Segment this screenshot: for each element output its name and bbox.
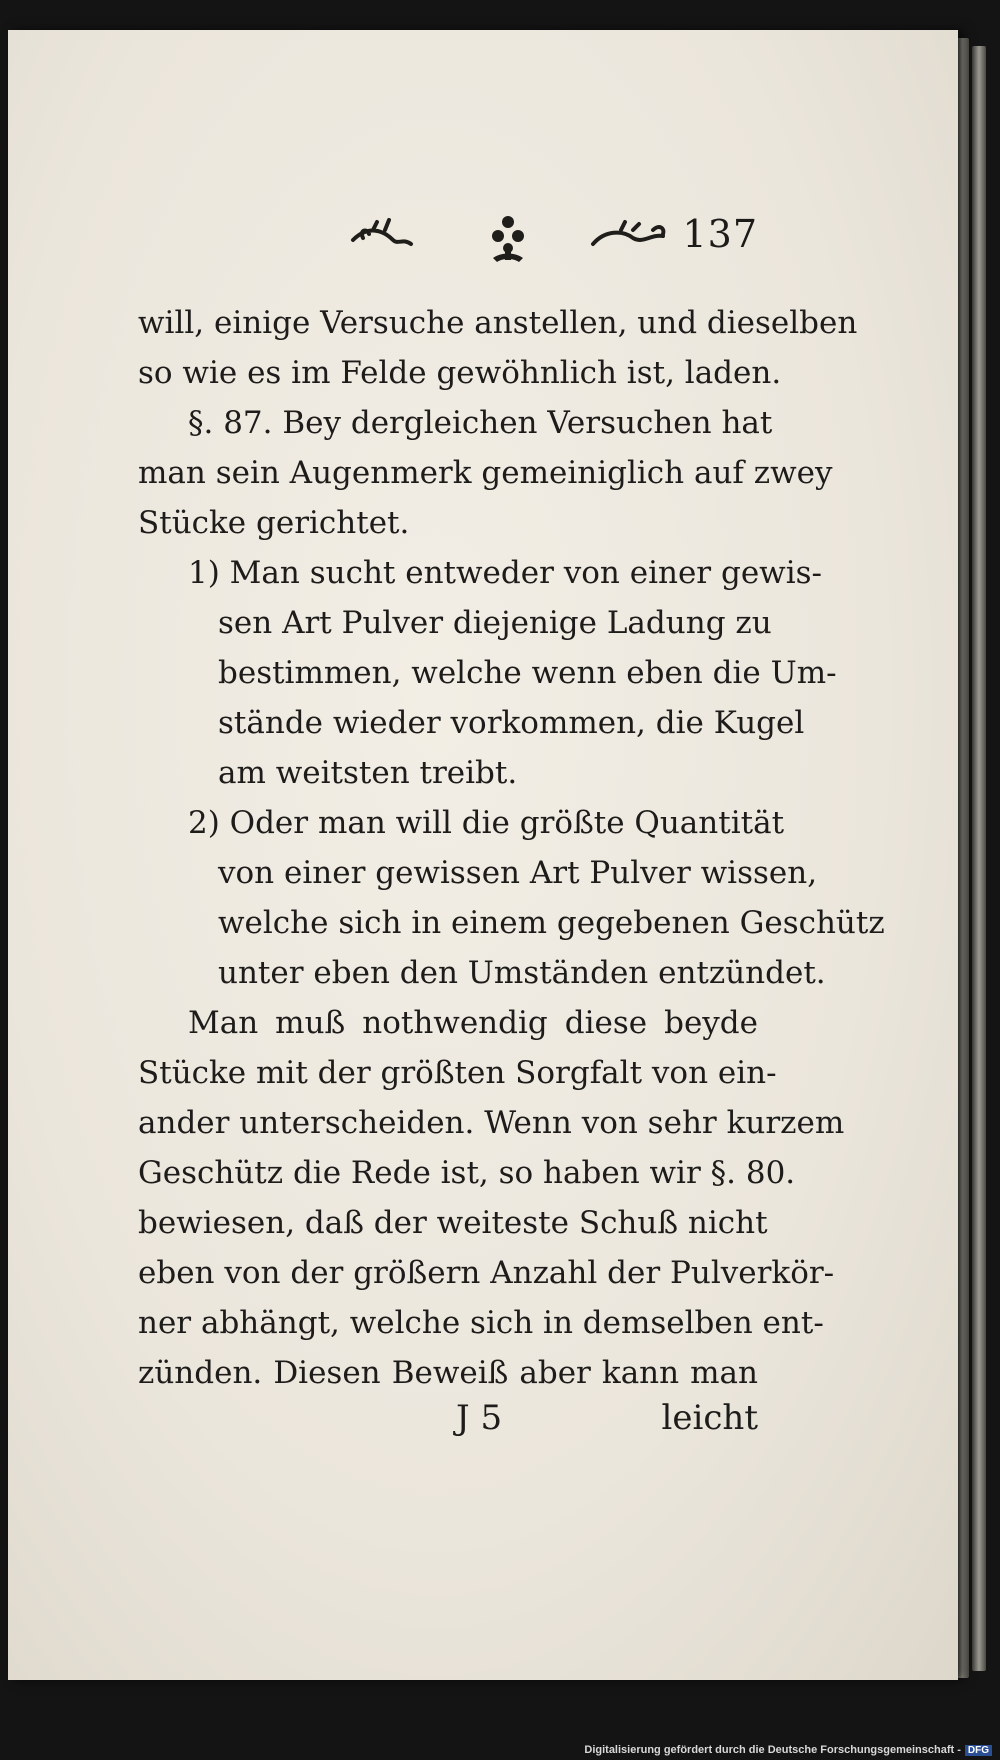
text-line: sen Art Pulver diejenige Ladung zu (218, 605, 772, 641)
text-line: man sein Augenmerk gemeiniglich auf zwey (138, 455, 833, 491)
text-line: Stücke mit der größten Sorgfalt von ein- (138, 1055, 777, 1091)
page-footer (138, 1398, 758, 1458)
dfg-logo: DFG (965, 1745, 992, 1756)
text-line: 2) Oder man will die größte Quantität (188, 805, 785, 841)
body-text (138, 298, 885, 1398)
credit-text: Digitalisierung gefördert durch die Deutsche Forschungsgemeinschaft - (584, 1744, 961, 1756)
text-line: von einer gewissen Art Pulver wissen, (218, 855, 818, 891)
signature-mark: J 5 (456, 1398, 503, 1438)
text-line: eben von der größern Anzahl der Pulverkör- (138, 1255, 835, 1291)
text-line: unter eben den Umständen entzündet. (218, 955, 826, 991)
text-line: 1) Man sucht entweder von einer gewis- (188, 555, 823, 591)
text-line: so wie es im Felde gewöhnlich ist, laden. (138, 355, 782, 391)
book-edge-back (972, 46, 986, 1671)
text-line: ner abhängt, welche sich in demselben ent- (138, 1305, 824, 1341)
text-line: welche sich in einem gegebenen Geschütz (218, 905, 885, 941)
text-line: Geschütz die Rede ist, so haben wir §. 80. (138, 1155, 796, 1191)
text-line: will, einige Versuche anstellen, und dieselben (138, 305, 858, 341)
text-line: Man muß nothwendig diese beyde (188, 1005, 758, 1041)
page-header (138, 200, 758, 270)
text-line: bestimmen, welche wenn eben die Um- (218, 655, 837, 691)
text-line: stände wieder vorkommen, die Kugel (218, 705, 805, 741)
text-line: zünden. Diesen Beweiß aber kann man (138, 1355, 758, 1391)
floral-head-ornament-icon (333, 200, 693, 270)
book-page (8, 30, 958, 1680)
catchword: leicht (661, 1398, 758, 1438)
text-line: am weitsten treibt. (218, 755, 518, 791)
text-line: Stücke gerichtet. (138, 505, 410, 541)
digitization-credit (584, 1744, 992, 1756)
page-number: 137 (682, 212, 758, 256)
text-line: ander unterscheiden. Wenn von sehr kurzem (138, 1105, 845, 1141)
text-line: bewiesen, daß der weiteste Schuß nicht (138, 1205, 768, 1241)
text-line: §. 87. Bey dergleichen Versuchen hat (188, 405, 773, 441)
